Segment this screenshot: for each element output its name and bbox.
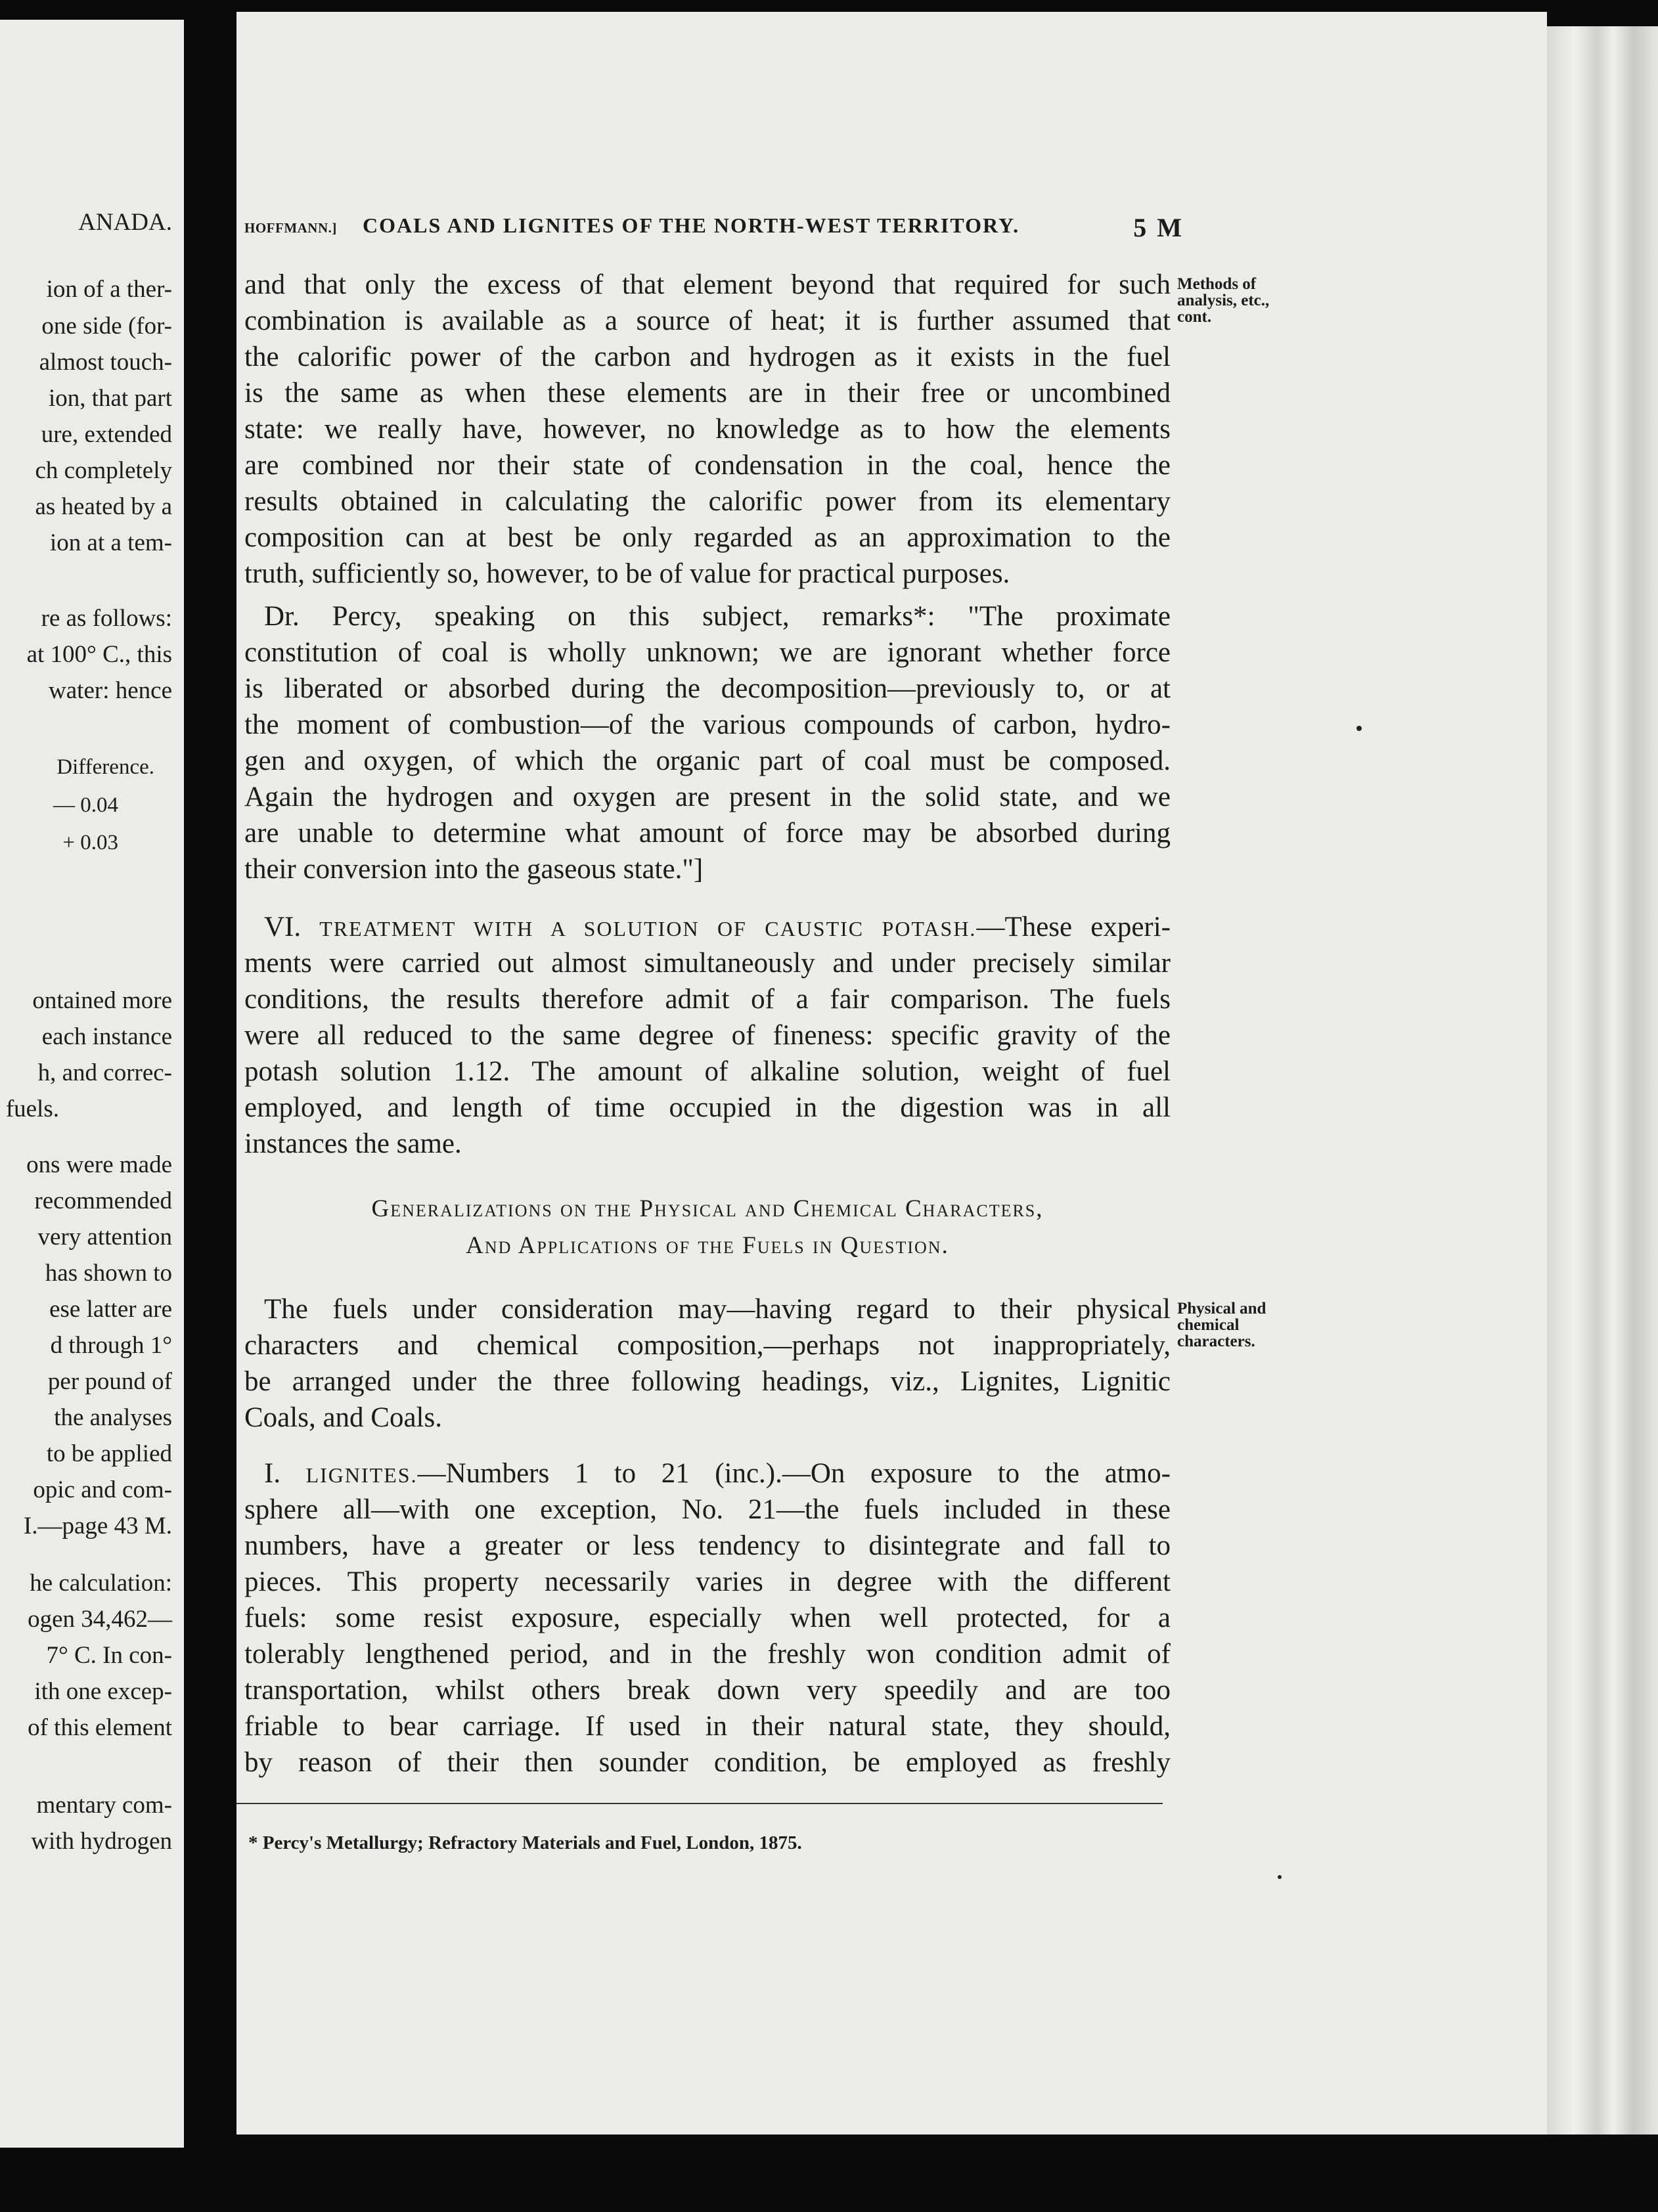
left-fragment: ion, that part: [48, 385, 172, 412]
section-heading-line1: Generalizations on the Physical and Chemical Characters,: [371, 1195, 1044, 1222]
page-edges: [1547, 26, 1658, 2135]
margin-note-line: chemical: [1177, 1316, 1240, 1334]
footnote: * Percy's Metallurgy; Refractory Materials and Fuel, London, 1875.: [248, 1832, 802, 1853]
ink-speck: [1356, 726, 1362, 731]
text-line: Dr. Percy, speaking on this subject, remarks*: "The proximate: [264, 601, 1171, 632]
left-fragment: ith one excep-: [34, 1678, 172, 1705]
left-fragment: ion at a tem-: [50, 529, 172, 556]
ink-speck: [1278, 1875, 1282, 1879]
text-line: gen and oxygen, of which the organic part of coal must be composed.: [244, 745, 1171, 776]
left-fragment: of this element: [28, 1714, 172, 1741]
run-in-caption: TREATMENT WITH A SOLUTION OF CAUSTIC POTASH.: [319, 917, 977, 940]
text-line: the calorific power of the carbon and hydrogen as it exists in the fuel: [244, 342, 1171, 372]
text-line: state: we really have, however, no knowledge as to how the elements: [244, 414, 1171, 445]
left-fragment: — 0.04: [53, 793, 118, 817]
left-fragment: as heated by a: [35, 493, 172, 520]
left-fragment: he calculation:: [30, 1570, 172, 1597]
text-line: constitution of coal is wholly unknown; we are ignorant whether force: [244, 637, 1171, 668]
left-fragment: very attention: [37, 1224, 172, 1250]
text-line: friable to bear carriage. If used in their natural state, they should,: [244, 1711, 1171, 1742]
left-fragment: h, and correc-: [37, 1059, 172, 1086]
text-line: results obtained in calculating the calorific power from its elementary: [244, 486, 1171, 517]
left-fragment: ese latter are: [49, 1296, 172, 1323]
text-line: tolerably lengthened period, and in the freshly won condition admit of: [244, 1639, 1171, 1670]
text-line: Coals, and Coals.: [244, 1402, 442, 1433]
margin-note-line: Physical and: [1177, 1300, 1266, 1317]
text-line: is liberated or absorbed during the decomposition—previously to, or at: [244, 673, 1171, 704]
text-line: conditions, the results therefore admit of a fair comparison. The fuels: [244, 984, 1171, 1015]
margin-note-line: analysis, etc.,: [1177, 292, 1270, 309]
left-fragment: ontained more: [32, 987, 172, 1014]
left-fragment: 7° C. In con-: [46, 1642, 172, 1669]
left-fragment: recommended: [34, 1187, 172, 1214]
book-gutter: [184, 0, 236, 2212]
section-heading-line2: And Applications of the Fuels in Question.: [466, 1232, 949, 1259]
header-title: COALS AND LIGNITES OF THE NORTH-WEST TERRITORY.: [363, 213, 1020, 237]
text-line: transportation, whilst others break down very speedily and are too: [244, 1675, 1171, 1706]
text-line: pieces. This property necessarily varies in degree with the different: [244, 1566, 1171, 1597]
left-fragment: each instance: [41, 1023, 172, 1050]
text-line: by reason of their then sounder condition, be employed as freshly: [244, 1747, 1171, 1778]
left-fragment: opic and com-: [33, 1476, 172, 1503]
section-numeral: I.: [264, 1458, 281, 1489]
left-fragment: Difference.: [56, 755, 154, 779]
text-line: ments were carried out almost simultaneously and under precisely similar: [244, 948, 1171, 979]
left-fragment: per pound of: [47, 1368, 172, 1395]
left-fragment: ANADA.: [78, 209, 172, 236]
left-fragment: has shown to: [45, 1260, 172, 1287]
facing-page-fragment: [0, 20, 184, 2148]
left-fragment: with hydrogen: [31, 1828, 172, 1855]
page-number: 5 M: [1133, 213, 1184, 242]
left-fragment: re as follows:: [41, 605, 172, 632]
text-line: Again the hydrogen and oxygen are present in the solid state, and we: [244, 782, 1171, 812]
margin-note-physical: [1177, 1300, 1266, 1350]
text-line: are unable to determine what amount of force may be absorbed during: [244, 818, 1171, 849]
text-line: the moment of combustion—of the various compounds of carbon, hydro-: [244, 709, 1171, 740]
section-numeral: VI.: [264, 912, 302, 942]
left-fragment: water: hence: [49, 677, 172, 704]
text-line: their conversion into the gaseous state."]: [244, 854, 704, 885]
text-line: truth, sufficiently so, however, to be of value for practical purposes.: [244, 558, 1010, 589]
left-fragment: ch completely: [35, 457, 172, 484]
left-fragment: at 100° C., this: [26, 641, 172, 668]
margin-note-line: characters.: [1177, 1333, 1255, 1350]
margin-note-line: cont.: [1177, 308, 1212, 326]
left-fragment: the analyses: [54, 1404, 172, 1431]
margin-note-methods: [1177, 276, 1269, 325]
running-header: [244, 213, 1184, 240]
left-fragment: fuels.: [5, 1095, 59, 1122]
left-fragment: mentary com-: [36, 1792, 172, 1819]
left-fragment: almost touch-: [39, 349, 172, 376]
left-fragment: I.—page 43 M.: [23, 1513, 172, 1539]
text-line: numbers, have a greater or less tendency to disintegrate and fall to: [244, 1530, 1171, 1561]
footnote-rule: [236, 1803, 1163, 1804]
left-fragment: + 0.03: [62, 831, 118, 854]
text-fragment: —These experi-: [976, 912, 1171, 942]
text-line: be arranged under the three following headings, viz., Lignites, Lignitic: [244, 1366, 1171, 1397]
margin-note-line: Methods of: [1177, 275, 1257, 293]
text-line: composition can at best be only regarded as an approximation to the: [244, 522, 1171, 553]
text-line: instances the same.: [244, 1128, 462, 1159]
text-line: combination is available as a source of heat; it is further assumed that: [244, 305, 1171, 336]
text-line: employed, and length of time occupied in the digestion was in all: [244, 1092, 1171, 1123]
text-line: The fuels under consideration may—having regard to their physical: [264, 1294, 1171, 1325]
text-line: [264, 1459, 1171, 1488]
text-line: fuels: some resist exposure, especially when well protected, for a: [244, 1603, 1171, 1633]
text-line: potash solution 1.12. The amount of alkaline solution, weight of fuel: [244, 1056, 1171, 1087]
text-line: is the same as when these elements are in their free or uncombined: [244, 378, 1171, 409]
left-fragment: d through 1°: [50, 1332, 172, 1359]
text-line: characters and chemical composition,—perhaps not inappropriately,: [244, 1330, 1171, 1361]
left-fragment: to be applied: [46, 1440, 172, 1467]
left-fragment: ogen 34,462—: [28, 1606, 172, 1633]
text-line: are combined nor their state of condensation in the coal, hence the: [244, 450, 1171, 481]
text-line: sphere all—with one exception, No. 21—the fuels included in these: [244, 1494, 1171, 1525]
text-line: and that only the excess of that element beyond that required for such: [244, 269, 1171, 300]
text-line: [264, 913, 1171, 941]
header-author: HOFFMANN.]: [244, 220, 337, 236]
left-fragment: ons were made: [26, 1151, 172, 1178]
left-fragment: ion of a ther-: [46, 276, 172, 303]
run-in-caption: LIGNITES.: [305, 1463, 418, 1487]
text-line: were all reduced to the same degree of fineness: specific gravity of the: [244, 1020, 1171, 1051]
text-fragment: —Numbers 1 to 21 (inc.).—On exposure to the atmo-: [417, 1458, 1171, 1489]
left-fragment: one side (for-: [41, 313, 172, 340]
left-fragment: ure, extended: [41, 421, 172, 448]
